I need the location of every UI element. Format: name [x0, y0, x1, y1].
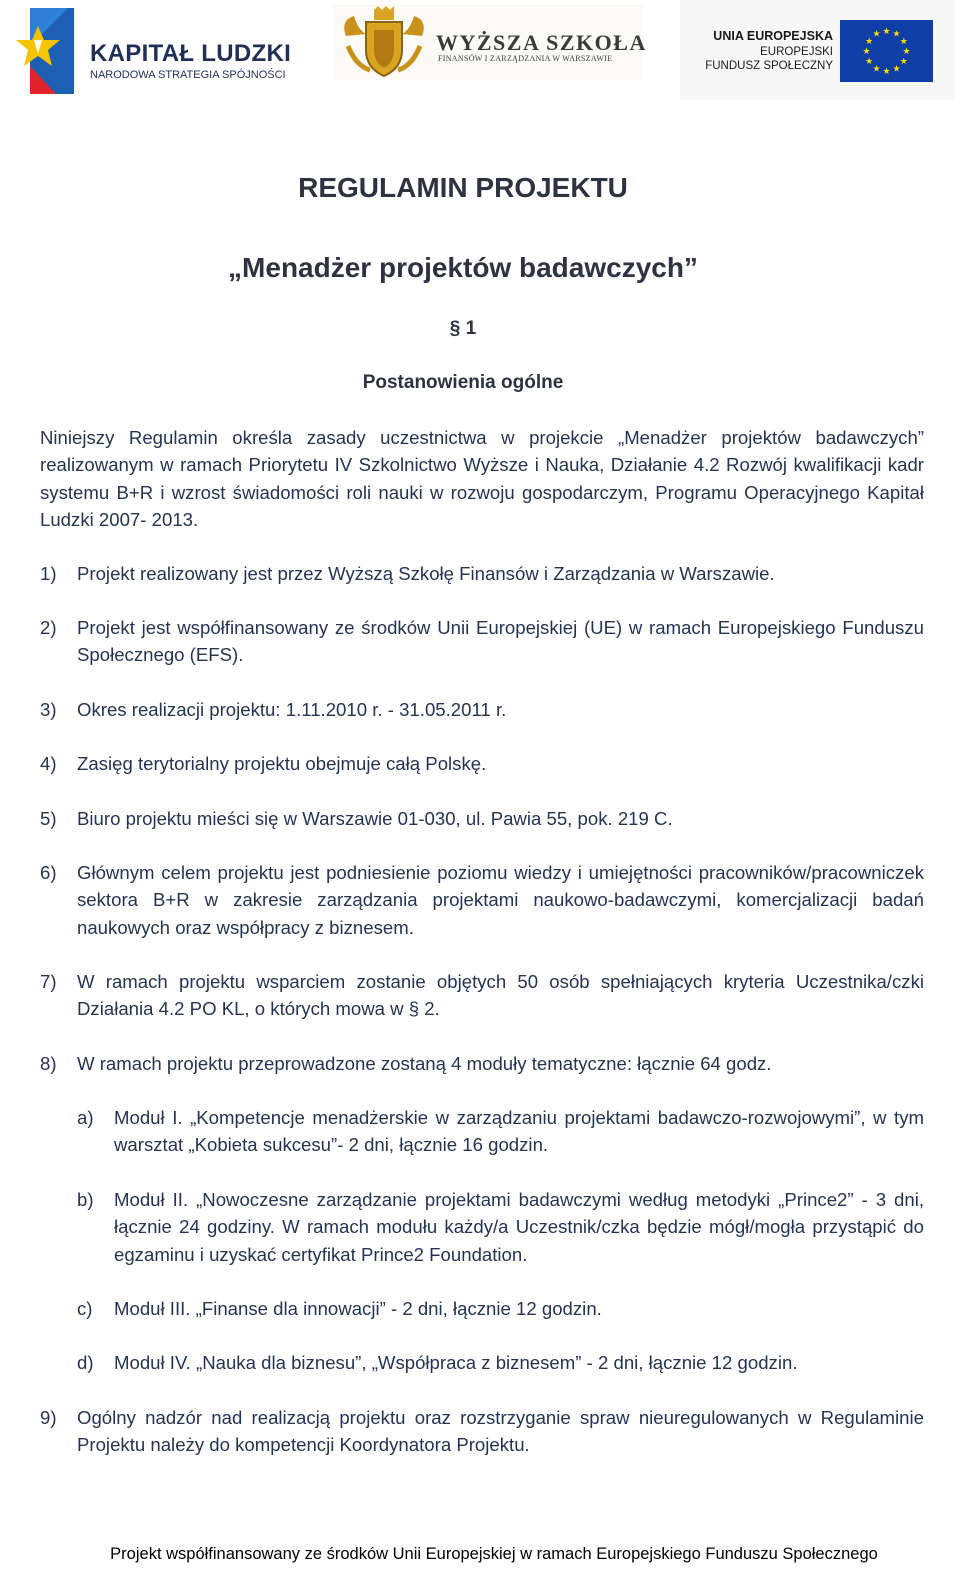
list-item-number: 4)	[40, 753, 57, 774]
svg-text:★: ★	[882, 67, 891, 77]
list-item	[40, 750, 924, 777]
list-item-text: Projekt realizowany jest przez Wyższą Szkołę Finansów i Zarządzania w Warszawie.	[77, 563, 775, 584]
sub-list-item-letter: b)	[77, 1189, 94, 1210]
svg-text:★: ★	[899, 57, 908, 67]
list-item-text: Ogólny nadzór nad realizacją projektu oraz rozstrzyganie spraw nieuregulowanych w Regulaminie Projektu należy do kompetencji Koordynatora Projektu.	[77, 1407, 924, 1456]
kapital-ludzki-logo	[8, 6, 308, 98]
page-header	[0, 0, 960, 105]
sub-list-item-text: Moduł II. „Nowoczesne zarządzanie projektami badawczymi według metodyki „Prince2” - 3 dni, łącznie 24 godziny. W ramach modułu każdy/a Uczestnik/czka będzie mógł/mogła przystąpić do egzaminu i uzyskać certyfikat Prince2 Foundation.	[114, 1189, 924, 1265]
section-number: § 1	[449, 318, 477, 339]
eu-efs-logo	[680, 0, 955, 100]
list-item	[40, 1404, 924, 1459]
page-footer: Projekt współfinansowany ze środków Unii Europejskiej w ramach Europejskiego Funduszu Społecznego	[110, 1545, 878, 1563]
project-name: „Menadżer projektów badawczych”	[228, 252, 698, 283]
eu-line-3: FUNDUSZ SPOŁECZNY	[705, 60, 833, 72]
sub-list-item-text: Moduł III. „Finanse dla innowacji” - 2 dni, łącznie 12 godzin.	[114, 1298, 602, 1319]
intro-paragraph: Niniejszy Regulamin określa zasady uczestnictwa w projekcie „Menadżer projektów badawczych” realizowanym w ramach Priorytetu IV Szkolnictwo Wyższe i Nauka, Działanie 4.2 Rozwój kwalifikacji kadr systemu B+R i wzrost świadomości roli nauki w rozwoju gospodarczym, Programu Operacyjnego Kapitał Ludzki 2007- 2013.	[40, 427, 924, 530]
list-item-text: Okres realizacji projektu: 1.11.2010 r. - 31.05.2011 r.	[77, 699, 507, 720]
sub-list-item	[77, 1104, 924, 1159]
list-item-number: 2)	[40, 617, 57, 638]
eu-flag-icon	[840, 20, 933, 82]
svg-text:★: ★	[865, 37, 874, 47]
list-item	[40, 696, 924, 723]
list-item-text: Projekt jest współfinansowany ze środków Unii Europejskiej (UE) w ramach Europejskiego Funduszu Społecznego (EFS).	[77, 617, 924, 666]
wyzsza-szkola-logo	[332, 4, 647, 80]
kapital-ludzki-subtitle: NARODOWA STRATEGIA SPÓJNOŚCI	[90, 69, 286, 81]
sub-list-item-text: Moduł I. „Kompetencje menadżerskie w zarządzaniu projektami badawczo-rozwojowymi”, w tym warsztat „Kobieta sukcesu”- 2 dni, łącznie 16 godzin.	[114, 1107, 924, 1156]
list-item	[40, 968, 924, 1023]
list-item	[40, 805, 924, 832]
list-item-number: 3)	[40, 699, 57, 720]
sub-list-item-text: Moduł IV. „Nauka dla biznesu”, „Współpraca z biznesem” - 2 dni, łącznie 12 godzin.	[114, 1352, 798, 1373]
eu-line-2: EUROPEJSKI	[760, 46, 833, 58]
list-item-number: 8)	[40, 1053, 57, 1074]
list-item	[40, 1050, 924, 1077]
crest-icon	[336, 6, 432, 78]
sub-list-item-letter: c)	[77, 1298, 93, 1319]
list-item-number: 7)	[40, 971, 57, 992]
eu-line-1: UNIA EUROPEJSKA	[713, 29, 833, 43]
kapital-ludzki-emblem-icon	[8, 6, 78, 98]
svg-text:★: ★	[865, 57, 874, 67]
list-item	[40, 614, 924, 669]
svg-text:★: ★	[899, 37, 908, 47]
svg-text:★: ★	[892, 29, 901, 40]
sub-list-item	[77, 1349, 924, 1376]
svg-text:★: ★	[872, 29, 881, 40]
list-item-text: Głównym celem projektu jest podniesienie poziomu wiedzy i umiejętności pracowników/pracowniczek sektora B+R w zakresie zarządzania projektami naukowo-badawczymi, komercjalizacji badań naukowych oraz współpracy z biznesem.	[77, 862, 924, 938]
svg-text:★: ★	[862, 47, 871, 57]
list-item-number: 5)	[40, 808, 57, 829]
list-item-number: 6)	[40, 862, 57, 883]
sub-list-item	[77, 1295, 924, 1322]
sub-list-item-letter: a)	[77, 1107, 94, 1128]
svg-text:★: ★	[902, 47, 911, 57]
svg-text:★: ★	[872, 64, 881, 75]
wyzsza-szkola-subtitle: FINANSÓW I ZARZĄDZANIA W WARSZAWIE	[438, 54, 613, 63]
list-item-number: 1)	[40, 563, 57, 584]
wyzsza-szkola-title: WYŻSZA SZKOŁA	[436, 30, 647, 55]
list-item-text: Zasięg terytorialny projektu obejmuje całą Polskę.	[77, 753, 487, 774]
list-item-text: Biuro projektu mieści się w Warszawie 01-030, ul. Pawia 55, pok. 219 C.	[77, 808, 673, 829]
document-title: REGULAMIN PROJEKTU	[298, 172, 628, 203]
list-item-text: W ramach projektu przeprowadzone zostaną 4 moduły tematyczne: łącznie 64 godz.	[77, 1053, 772, 1074]
list-item-number: 9)	[40, 1407, 57, 1428]
list-item-text: W ramach projektu wsparciem zostanie objętych 50 osób spełniających kryteria Uczestnika/czki Działania 4.2 PO KL, o których mowa w § 2.	[77, 971, 924, 1020]
kapital-ludzki-title: KAPITAŁ LUDZKI	[90, 40, 292, 67]
svg-text:★: ★	[892, 64, 901, 75]
sub-list-item-letter: d)	[77, 1352, 94, 1373]
list-item	[40, 560, 924, 587]
section-title: Postanowienia ogólne	[362, 372, 564, 393]
sub-list-item	[77, 1186, 924, 1268]
list-item	[40, 859, 924, 941]
svg-text:★: ★	[882, 27, 891, 37]
